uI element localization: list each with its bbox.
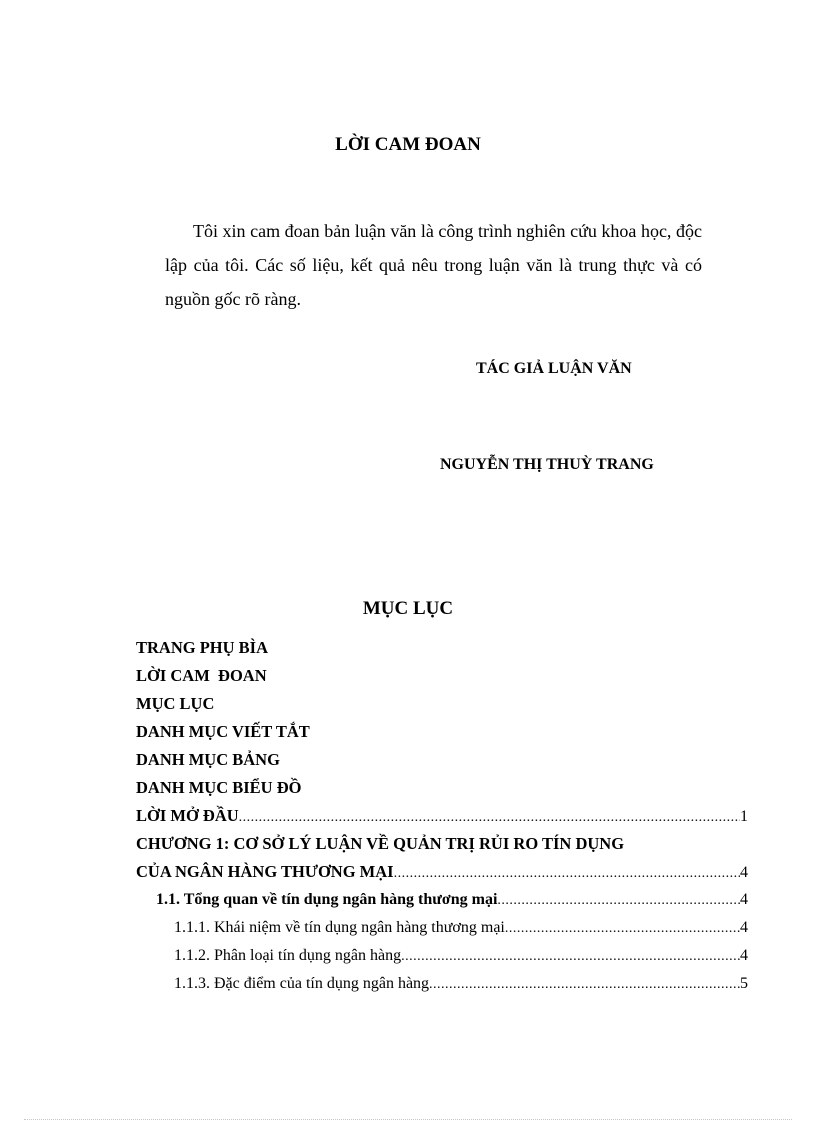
toc-page-number: 4 bbox=[740, 891, 748, 908]
toc-page-number: 1 bbox=[740, 808, 748, 825]
author-name: NGUYỄN THỊ THUỲ TRANG bbox=[440, 456, 654, 473]
toc-entry-label: 1.1. Tổng quan về tín dụng ngân hàng thương mại bbox=[156, 891, 498, 908]
toc-entry-subsection-1-1-1[interactable] bbox=[136, 914, 748, 942]
toc-entry-introduction[interactable] bbox=[136, 802, 748, 830]
pledge-title: LỜI CAM ĐOAN bbox=[335, 134, 481, 155]
toc-entry-subsection-1-1-2[interactable] bbox=[136, 942, 748, 970]
toc-title: MỤC LỤC bbox=[362, 598, 454, 619]
toc-entry-section-1-1[interactable] bbox=[136, 886, 748, 914]
toc-entry-cover-page[interactable] bbox=[136, 634, 748, 662]
toc-entry-label: TRANG PHỤ BÌA bbox=[136, 638, 269, 657]
toc-entry-label: CHƯƠNG 1: CƠ SỞ LÝ LUẬN VỀ QUẢN TRỊ RỦI RO TÍN DỤNG bbox=[136, 834, 625, 853]
toc-leader-dots bbox=[497, 887, 740, 914]
toc-entry-chapter-1-line-1[interactable] bbox=[136, 830, 748, 858]
toc-page-number: 4 bbox=[740, 919, 748, 936]
toc-leader-dots bbox=[505, 915, 740, 942]
toc-page-number: 4 bbox=[740, 947, 748, 964]
toc-entry-label: LỜI CAM ĐOAN bbox=[136, 666, 267, 685]
toc-leader-dots bbox=[429, 971, 740, 998]
toc-page-number: 5 bbox=[740, 975, 748, 992]
toc-entry-abbreviations[interactable] bbox=[136, 718, 748, 746]
toc-entry-pledge[interactable] bbox=[136, 662, 748, 690]
toc-leader-dots bbox=[401, 943, 740, 970]
toc-entry-list-of-tables[interactable] bbox=[136, 746, 748, 774]
toc-entry-contents[interactable] bbox=[136, 690, 748, 718]
page-bottom-rule bbox=[24, 1119, 792, 1120]
toc-leader-dots bbox=[394, 860, 740, 886]
pledge-body bbox=[165, 214, 702, 316]
toc-entry-label: 1.1.2. Phân loại tín dụng ngân hàng bbox=[174, 947, 402, 964]
author-label: TÁC GIẢ LUẬN VĂN bbox=[476, 360, 632, 377]
table-of-contents bbox=[136, 634, 748, 998]
toc-leader-dots bbox=[239, 804, 740, 830]
toc-entry-label: DANH MỤC BIỂU ĐỒ bbox=[136, 778, 302, 797]
toc-entry-chapter-1-line-2[interactable] bbox=[136, 858, 748, 886]
toc-entry-label: DANH MỤC BẢNG bbox=[136, 750, 280, 769]
toc-entry-list-of-charts[interactable] bbox=[136, 774, 748, 802]
toc-entry-label: DANH MỤC VIẾT TẮT bbox=[136, 722, 310, 741]
toc-entry-label: LỜI MỞ ĐẦU bbox=[136, 806, 239, 825]
toc-entry-label: CỦA NGÂN HÀNG THƯƠNG MẠI bbox=[136, 862, 394, 881]
toc-entry-label: 1.1.3. Đặc điểm của tín dụng ngân hàng bbox=[174, 975, 430, 992]
toc-entry-subsection-1-1-3[interactable] bbox=[136, 970, 748, 998]
toc-entry-label: 1.1.1. Khái niệm về tín dụng ngân hàng thương mại bbox=[174, 919, 505, 936]
toc-page-number: 4 bbox=[740, 864, 748, 881]
toc-entry-label: MỤC LỤC bbox=[136, 694, 215, 713]
pledge-body-text: Tôi xin cam đoan bản luận văn là công trình nghiên cứu khoa học, độc lập của tôi. Các số liệu, kết quả nêu trong luận văn là trung thực và có nguồn gốc rõ ràng. bbox=[165, 221, 702, 309]
